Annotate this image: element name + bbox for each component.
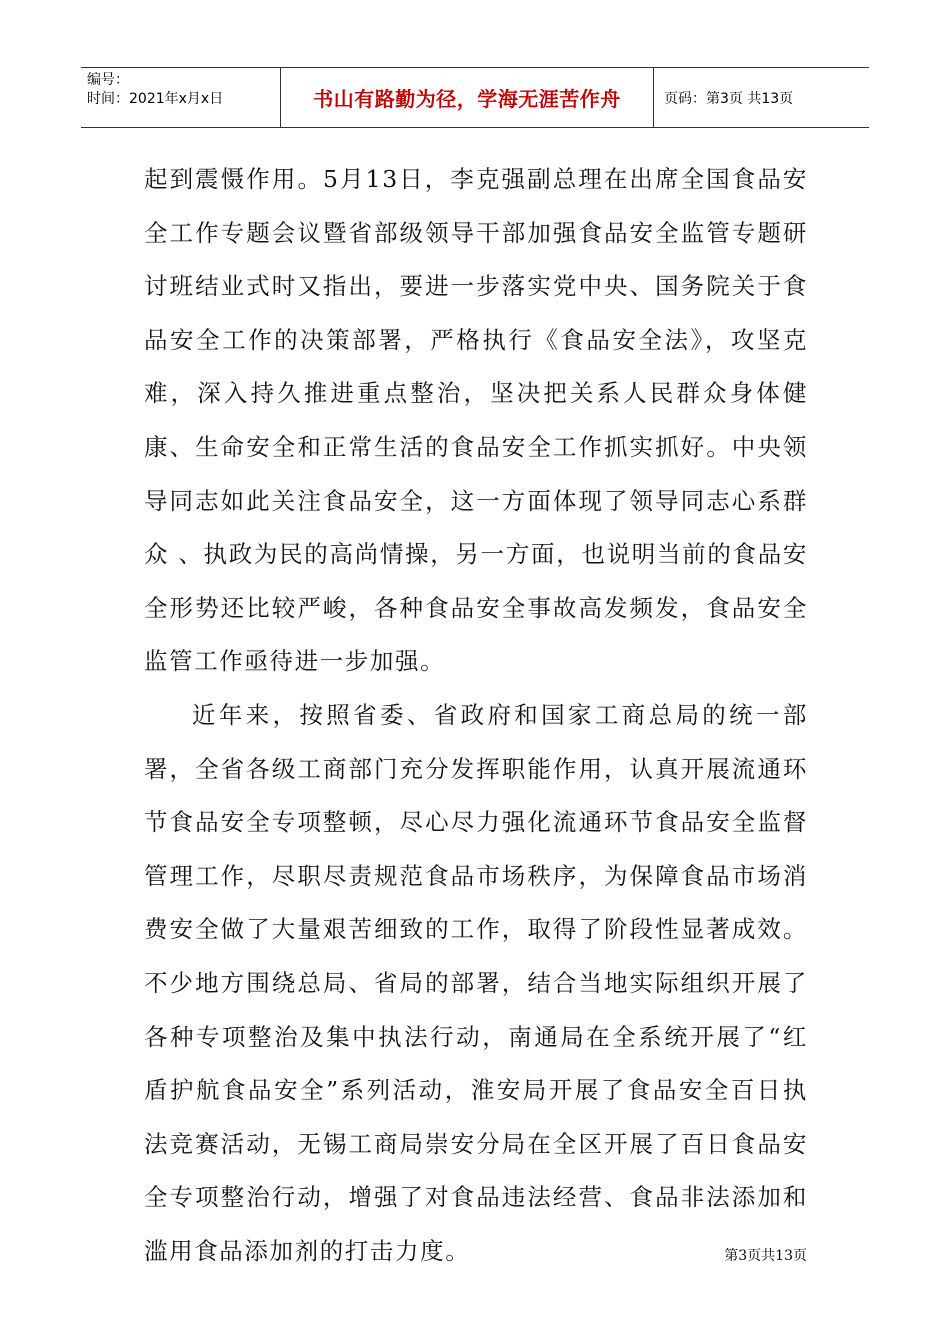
paragraph: 近年来，按照省委、省政府和国家工商总局的统一部署，全省各级工商部门充分发挥职能作用，认真开展流通环节食品安全专项整顿，尽心尽力强化流通环节食品安全监督管理工作，尽职尽责规范食品市场秩序，为保障食品市场消费安全做了大量艰苦细致的工作，取得了阶段性显著成效。不少地方围绕总局、省局的部署，结合当地实际组织开展了各种专项整治及集中执法行动，南通局在全系统开展了“红盾护航食品安全”系列活动，淮安局开展了食品安全百日执法竞赛活动，无锡工商局崇安分局在全区开展了百日食品安全专项整治行动，增强了对食品违法经营、食品非法添加和滥用食品添加剂的打击力度。: [144, 700, 808, 1265]
header-motto: 书山有路勤为径，学海无涯苦作舟: [281, 68, 654, 127]
header-page-info: 页码：第3页 共13页: [664, 90, 794, 107]
document-time-label: 时间：2021年x月x日: [87, 91, 224, 107]
document-number-label: 编号：: [87, 72, 129, 88]
document-body: [144, 153, 808, 1278]
header-meta: [81, 68, 281, 127]
page-footer: 第3页共13页: [724, 1248, 807, 1264]
paragraph-continued: 起到震慑作用。5月13日，李克强副总理在出席全国食品安全工作专题会议暨省部级领导干部加强食品安全监管专题研讨班结业式时又指出，要进一步落实党中央、国务院关于食品安全工作的决策部署，严格执行《食品安全法》，攻坚克难，深入持久推进重点整治，坚决把关系人民群众身体健康、生命安全和正常生活的食品安全工作抓实抓好。中央领导同志如此关注食品安全，这一方面体现了领导同志心系群众 、执政为民的高尚情操，另一方面，也说明当前的食品安全形势还比较严峻，各种食品安全事故高发频发，食品安全监管工作亟待进一步加强。: [144, 165, 808, 676]
page-header: [81, 67, 869, 128]
